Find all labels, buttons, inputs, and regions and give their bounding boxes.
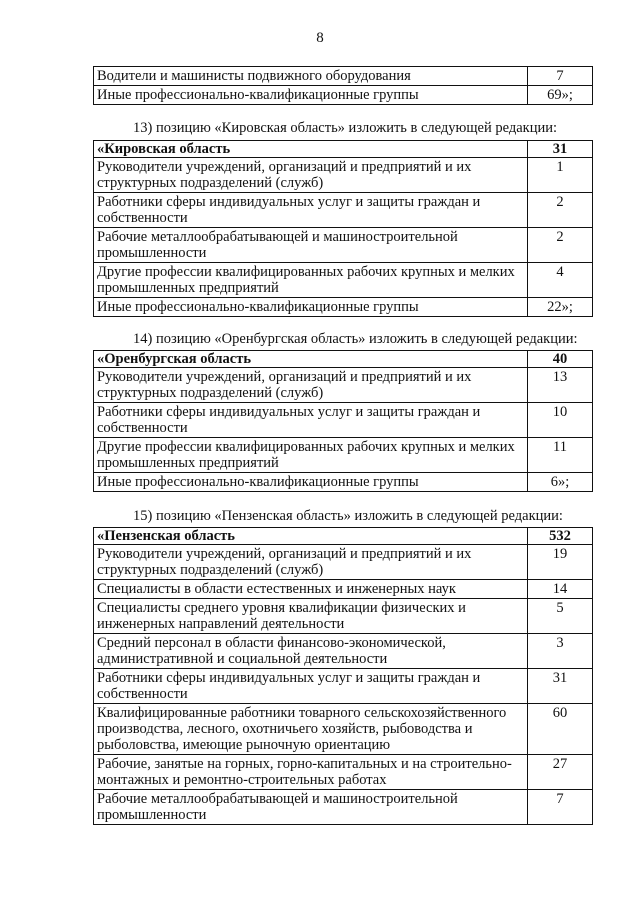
table-row	[94, 599, 593, 634]
table-row	[94, 158, 593, 193]
section-14-intro: 14) позицию «Оренбургская область» изложить в следующей редакции:	[133, 331, 578, 347]
row-value: 13	[528, 368, 593, 403]
table-row	[94, 438, 593, 473]
row-value: 3	[528, 634, 593, 669]
row-value: 7	[528, 67, 593, 86]
row-value: 2	[528, 228, 593, 263]
row-value: 27	[528, 755, 593, 790]
row-value: 14	[528, 580, 593, 599]
row-value: 10	[528, 403, 593, 438]
table-row	[94, 403, 593, 438]
row-value: 22»;	[528, 298, 593, 317]
table-header-row	[94, 141, 593, 158]
section-13-intro: 13) позицию «Кировская область» изложить в следующей редакции:	[133, 120, 558, 136]
row-label: Работники сферы индивидуальных услуг и защиты граждан и собственности	[94, 669, 528, 704]
orenburg-table	[93, 350, 593, 492]
table-row	[94, 228, 593, 263]
table-header-row	[94, 528, 593, 545]
row-label: Иные профессионально-квалификационные группы	[94, 298, 528, 317]
table-row	[94, 669, 593, 704]
continuation-table	[93, 66, 593, 105]
row-value: 31	[528, 669, 593, 704]
row-label: Средний персонал в области финансово-экономической, административной и социальной деятельности	[94, 634, 528, 669]
table-row	[94, 193, 593, 228]
table-row	[94, 634, 593, 669]
row-label: Рабочие, занятые на горных, горно-капитальных и на строительно-монтажных и ремонтно-строительных работах	[94, 755, 528, 790]
row-value: 6»;	[528, 473, 593, 492]
table-row	[94, 704, 593, 755]
row-label: Работники сферы индивидуальных услуг и защиты граждан и собственности	[94, 403, 528, 438]
table-row	[94, 755, 593, 790]
table-row	[94, 545, 593, 580]
penza-table	[93, 527, 593, 825]
table-row	[94, 368, 593, 403]
row-value: 69»;	[528, 86, 593, 105]
row-label: Специалисты в области естественных и инженерных наук	[94, 580, 528, 599]
row-label: Специалисты среднего уровня квалификации физических и инженерных направлений деятельности	[94, 599, 528, 634]
row-value: 60	[528, 704, 593, 755]
region-total: 532	[528, 528, 593, 545]
table-row	[94, 790, 593, 825]
table-row	[94, 473, 593, 492]
region-name: «Пензенская область	[94, 528, 528, 545]
row-label: Руководители учреждений, организаций и предприятий и их структурных подразделений (служб)	[94, 158, 528, 193]
row-value: 7	[528, 790, 593, 825]
page-number: 8	[316, 30, 324, 46]
section-15-intro: 15) позицию «Пензенская область» изложить в следующей редакции:	[133, 508, 563, 524]
row-label: Руководители учреждений, организаций и предприятий и их структурных подразделений (служб)	[94, 545, 528, 580]
row-label: Квалифицированные работники товарного сельскохозяйственного производства, лесного, охотничьего хозяйств, рыбоводства и рыболовства, имеющие рыночную ориентацию	[94, 704, 528, 755]
table-row	[94, 86, 593, 105]
row-label: Иные профессионально-квалификационные группы	[94, 86, 528, 105]
table-row	[94, 67, 593, 86]
region-total: 40	[528, 351, 593, 368]
row-label: Водители и машинисты подвижного оборудования	[94, 67, 528, 86]
row-label: Работники сферы индивидуальных услуг и защиты граждан и собственности	[94, 193, 528, 228]
region-name: «Оренбургская область	[94, 351, 528, 368]
row-label: Иные профессионально-квалификационные группы	[94, 473, 528, 492]
table-row	[94, 298, 593, 317]
table-row	[94, 580, 593, 599]
row-label: Рабочие металлообрабатывающей и машиностроительной промышленности	[94, 228, 528, 263]
region-name: «Кировская область	[94, 141, 528, 158]
row-value: 2	[528, 193, 593, 228]
row-value: 5	[528, 599, 593, 634]
row-label: Рабочие металлообрабатывающей и машиностроительной промышленности	[94, 790, 528, 825]
table-row	[94, 263, 593, 298]
row-value: 1	[528, 158, 593, 193]
row-value: 4	[528, 263, 593, 298]
row-label: Другие профессии квалифицированных рабочих крупных и мелких промышленных предприятий	[94, 263, 528, 298]
row-label: Руководители учреждений, организаций и предприятий и их структурных подразделений (служб)	[94, 368, 528, 403]
kirov-table	[93, 140, 593, 317]
row-label: Другие профессии квалифицированных рабочих крупных и мелких промышленных предприятий	[94, 438, 528, 473]
row-value: 19	[528, 545, 593, 580]
row-value: 11	[528, 438, 593, 473]
region-total: 31	[528, 141, 593, 158]
table-header-row	[94, 351, 593, 368]
